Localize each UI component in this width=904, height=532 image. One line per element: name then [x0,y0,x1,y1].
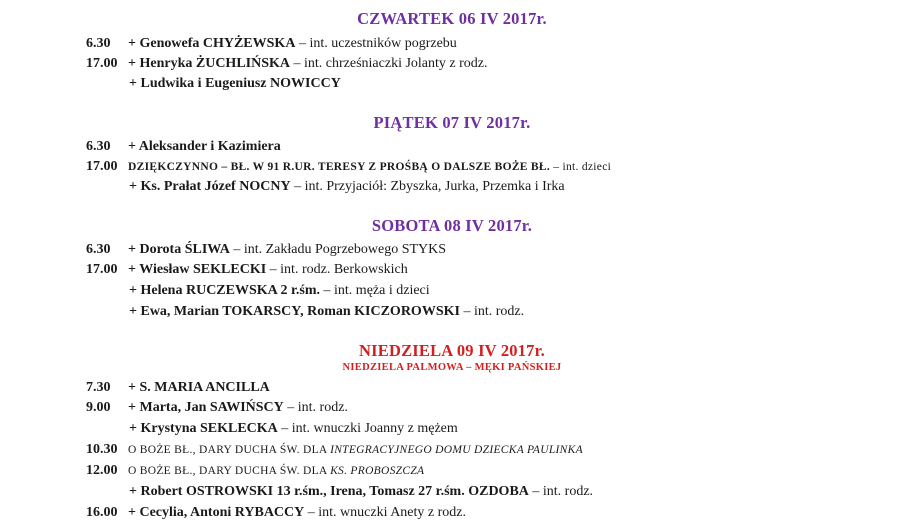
mass-time: 12.00 [86,463,118,478]
mass-intention-requester: – int. rodz. [528,484,594,499]
mass-time: 10.30 [86,442,118,457]
day-heading-saturday: SOBOTA 08 IV 2017r. [371,216,533,235]
mass-intention-name: + Genowefa CHYŻEWSKA [128,36,296,51]
mass-intention-name: + Wiesław SEKLECKI [128,262,267,277]
mass-time: 6.30 [86,36,111,51]
mass-intention-requester: – int. rodz. [283,400,348,415]
mass-intention-name: + Henryka ŻUCHLIŃSKA [128,56,290,71]
mass-time: 6.30 [86,242,111,257]
mass-intention-name: + Ewa, Marian TOKARSCY, Roman KICZOROWSKI [129,304,460,319]
mass-intention-name: O BOŻE BŁ., DARY DUCHA ŚW. DLA [128,444,331,456]
mass-intention-name: + Aleksander i Kazimiera [128,139,281,154]
mass-intention-beneficiary: KS. PROBOSZCZA [330,465,425,477]
day-subheading-sunday: NIEDZIELA PALMOWA – MĘKI PAŃSKIEJ [342,362,562,373]
mass-intention-requester: – int. rodz. [459,304,525,319]
day-heading-sunday: NIEDZIELA 09 IV 2017r. [359,341,545,360]
mass-time: 9.00 [86,400,111,415]
mass-time: 7.30 [86,380,111,395]
mass-intention-name: + Dorota ŚLIWA [128,242,230,257]
mass-intention-name: + Ludwika i Eugeniusz NOWICCY [129,76,341,91]
mass-intention-requester: – int. rodz. Berkowskich [266,262,408,277]
mass-intention-name: + Cecylia, Antoni RYBACCY [128,505,305,520]
mass-intention-name: O BOŻE BŁ., DARY DUCHA ŚW. DLA [128,465,331,477]
mass-time: 17.00 [86,262,118,277]
mass-time: 17.00 [86,159,118,174]
mass-intention-name: + Ks. Prałat Józef NOCNY [129,179,291,194]
mass-intention-requester: – int. Zakładu Pogrzebowego STYKS [229,242,447,257]
mass-intention-name: + Robert OSTROWSKI 13 r.śm., Irena, Tomasz 27 r.śm. OZDOBA [129,484,529,499]
mass-intention-beneficiary: INTEGRACYJNEGO DOMU DZIECKA PAULINKA [330,444,583,456]
mass-intention-requester: – int. Przyjaciół: Zbyszka, Jurka, Przemka i Irka [290,179,565,194]
mass-time: 17.00 [86,56,118,71]
mass-intention-name: DZIĘKCZYNNO – BŁ. W 91 R.UR. TERESY Z PROŚBĄ O DALSZE BOŻE BŁ. [128,161,551,173]
mass-intention-requester: – int. wnuczki Joanny z mężem [277,421,458,436]
day-heading-friday: PIĄTEK 07 IV 2017r. [373,113,531,132]
mass-time: 16.00 [86,505,118,520]
mass-intention-requester: – int. uczestników pogrzebu [295,36,457,51]
mass-intention-requester: – int. wnuczki Anety z rodz. [304,505,467,520]
mass-intention-requester: – int. dzieci [550,161,612,173]
mass-intention-requester: – int. męża i dzieci [320,283,430,298]
mass-time: 6.30 [86,139,111,154]
mass-intention-name: + Marta, Jan SAWIŃSCY [128,400,284,415]
mass-intention-requester: – int. chrześniaczki Jolanty z rodz. [290,56,488,71]
mass-intention-name: + S. MARIA ANCILLA [128,380,270,395]
day-heading-thursday: CZWARTEK 06 IV 2017r. [357,9,547,28]
mass-intention-name: + Helena RUCZEWSKA 2 r.śm. [129,283,321,298]
mass-intention-name: + Krystyna SEKLECKA [129,421,278,436]
